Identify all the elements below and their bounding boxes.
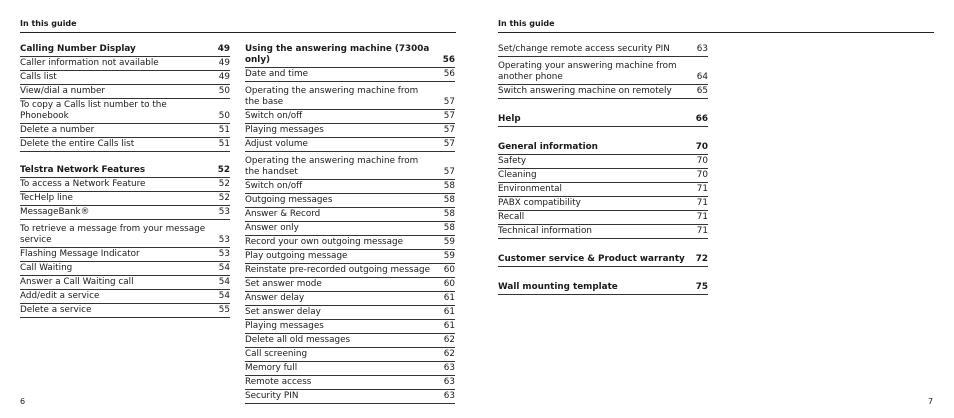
toc-entry[interactable]: Record your own outgoing message 59 [245,236,455,250]
toc-entry[interactable]: TecHelp line 52 [20,192,230,206]
section-gap [20,152,230,164]
toc-section-heading[interactable]: General information 70 [498,141,708,155]
toc-entry[interactable]: Delete a service 55 [20,304,230,318]
toc-entry[interactable]: Answer only 58 [245,222,455,236]
section-gap [498,267,708,281]
toc-entry[interactable]: Calls list 49 [20,71,230,85]
toc-section-heading[interactable]: Telstra Network Features 52 [20,164,230,178]
toc-section-heading[interactable]: Wall mounting template 75 [498,281,708,295]
toc-entry[interactable]: Add/edit a service 54 [20,290,230,304]
toc-entry[interactable]: To copy a Calls list number to the Phonebook 50 [20,99,230,124]
toc-entry[interactable]: Caller information not available 49 [20,57,230,71]
toc-entry[interactable]: Set answer delay 61 [245,306,455,320]
toc-entry[interactable]: Set/change remote access security PIN 63 [498,43,708,57]
toc-entry[interactable]: Playing messages 57 [245,124,455,138]
toc-entry[interactable]: Delete the entire Calls list 51 [20,138,230,152]
section-gap [498,239,708,253]
toc-section-heading[interactable]: Calling Number Display 49 [20,43,230,57]
toc-column-3 [498,43,708,295]
toc-entry[interactable]: Call screening 62 [245,348,455,362]
toc-entry[interactable]: Flashing Message Indicator 53 [20,248,230,262]
toc-column-1 [20,43,230,318]
toc-entry[interactable]: Operating the answering machine from the handset 57 [245,152,455,180]
toc-entry[interactable]: Switch on/off 57 [245,110,455,124]
toc-entry[interactable]: Playing messages 61 [245,320,455,334]
toc-entry[interactable]: Security PIN 63 [245,390,455,404]
toc-entry[interactable]: Adjust volume 57 [245,138,455,152]
header-rule-left [20,32,456,33]
toc-entry[interactable]: Switch on/off 58 [245,180,455,194]
toc-entry[interactable]: Safety 70 [498,155,708,169]
toc-entry[interactable]: Environmental 71 [498,183,708,197]
toc-section-heading[interactable]: Help 66 [498,113,708,127]
page-number-left: 6 [20,397,26,406]
toc-entry[interactable]: Delete a number 51 [20,124,230,138]
toc-entry[interactable]: Outgoing messages 58 [245,194,455,208]
toc-entry[interactable]: PABX compatibility 71 [498,197,708,211]
toc-entry[interactable]: Remote access 63 [245,376,455,390]
toc-entry[interactable]: Cleaning 70 [498,169,708,183]
toc-entry[interactable]: To retrieve a message from your message service 53 [20,220,230,248]
page-number-right: 7 [928,397,934,406]
section-gap [498,99,708,113]
toc-entry[interactable]: MessageBank® 53 [20,206,230,220]
toc-entry[interactable]: Answer a Call Waiting call 54 [20,276,230,290]
toc-entry[interactable]: View/dial a number 50 [20,85,230,99]
toc-entry[interactable]: Memory full 63 [245,362,455,376]
toc-entry[interactable]: Delete all old messages 62 [245,334,455,348]
toc-section-heading[interactable]: Using the answering machine (7300a only) 56 [245,43,455,68]
toc-entry[interactable]: Reinstate pre-recorded outgoing message 60 [245,264,455,278]
page-header-left: In this guide [20,19,77,28]
section-gap [498,127,708,141]
header-rule-right [498,32,934,33]
toc-entry[interactable]: Play outgoing message 59 [245,250,455,264]
toc-entry[interactable]: Switch answering machine on remotely 65 [498,85,708,99]
toc-entry[interactable]: Date and time 56 [245,68,455,82]
toc-entry[interactable]: Answer & Record 58 [245,208,455,222]
toc-entry[interactable]: Operating the answering machine from the base 57 [245,82,455,110]
toc-entry[interactable]: To access a Network Feature 52 [20,178,230,192]
page-header-right: In this guide [498,19,555,28]
toc-entry[interactable]: Answer delay 61 [245,292,455,306]
toc-entry[interactable]: Recall 71 [498,211,708,225]
toc-entry[interactable]: Set answer mode 60 [245,278,455,292]
toc-section-heading[interactable]: Customer service & Product warranty 72 [498,253,708,267]
toc-entry[interactable]: Technical information 71 [498,225,708,239]
toc-entry[interactable]: Operating your answering machine from another phone 64 [498,57,708,85]
toc-column-2 [245,43,455,404]
toc-entry[interactable]: Call Waiting 54 [20,262,230,276]
